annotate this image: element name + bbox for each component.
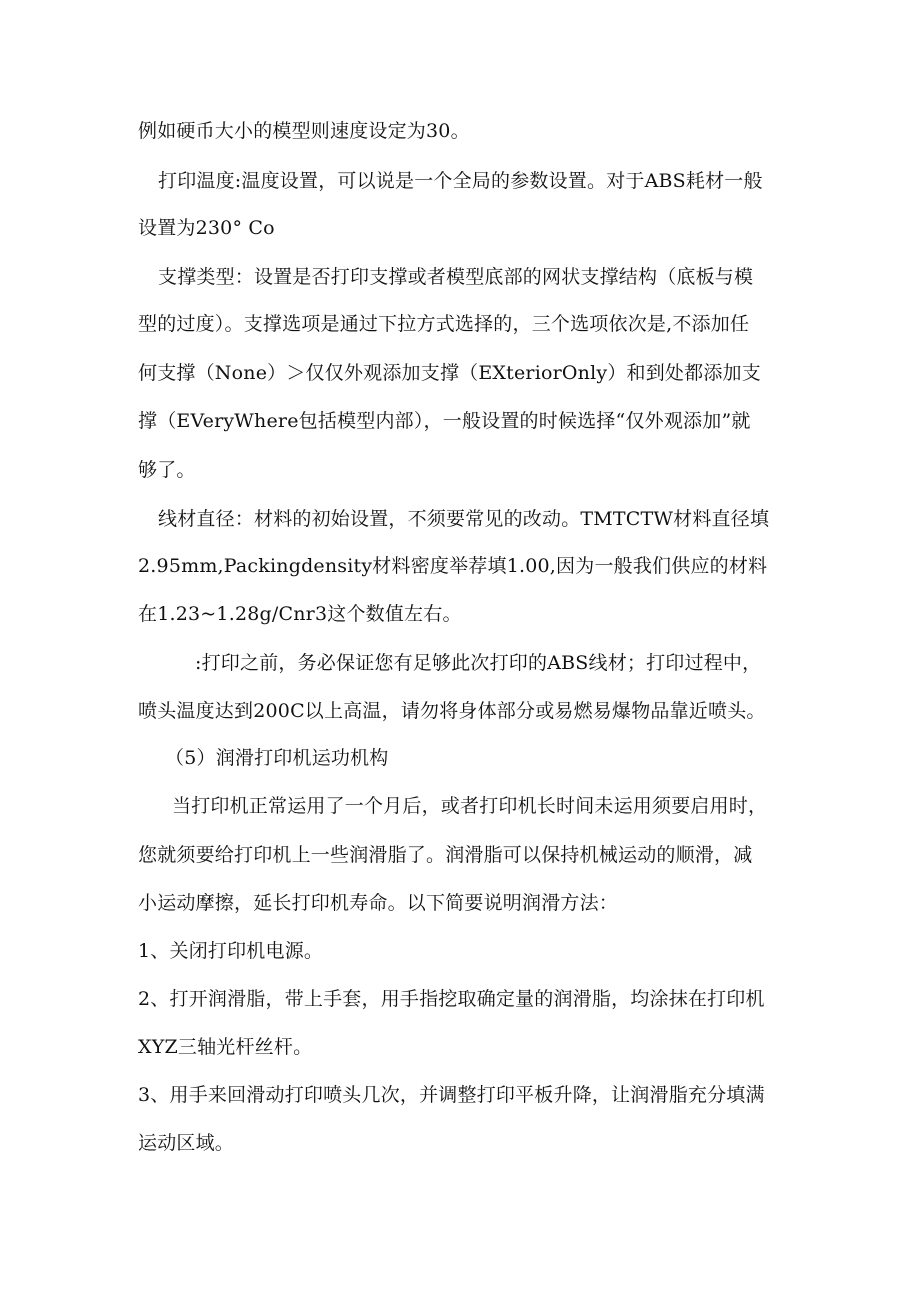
text-line: 2.95mm,Packingdensity材料密度举荐填1.00,因为一般我们供应的材料 [138, 555, 768, 577]
section-heading: （5）润滑打印机运功机构 [165, 747, 389, 769]
text-line: 支撑类型：设置是否打印支撑或者模型底部的网状支撑结构（底板与模 [158, 266, 754, 288]
text-line: 当打印机正常运用了一个月后，或者打印机长时间未运用须要启用时， [172, 795, 768, 817]
text-line: 例如硬币大小的模型则速度设定为30。 [138, 120, 470, 142]
text-line: 小运动摩擦，延长打印机寿命。以下简要说明润滑方法： [138, 892, 619, 914]
list-item: 1、关闭打印机电源。 [138, 940, 324, 962]
text-line: XYZ三轴光杆丝杆。 [138, 1036, 313, 1058]
text-line: 喷头温度达到200C以上高温，请勿将身体部分或易燃易爆物品靠近喷头。 [138, 700, 766, 722]
text-line: 够了。 [138, 459, 196, 481]
list-item: 2、打开润滑脂，带上手套，用手指挖取确定量的润滑脂，均涂抹在打印机 [138, 988, 765, 1010]
text-line: 在1.23~1.28g/Cnr3这个数值左右。 [138, 603, 462, 625]
text-line: 线材直径：材料的初始设置，不须要常见的改动。TMTCTW材料直径填 [158, 508, 770, 530]
text-line: 型的过度）。支撑选项是通过下拉方式选择的，三个选项依次是,不添加任 [138, 313, 750, 335]
text-line: 打印温度:温度设置，可以说是一个全局的参数设置。对于ABS耗材一般 [158, 170, 763, 192]
text-line: 撑（EVeryWhere包括模型内部），一般设置的时候选择“仅外观添加”就 [138, 410, 751, 432]
text-line: 运动区域。 [138, 1132, 235, 1154]
text-line: 何支撑（None）＞仅仅外观添加支撑（EXteriorOnly）和到处都添加支 [138, 362, 761, 384]
text-line: 您就须要给打印机上一些润滑脂了。润滑脂可以保持机械运动的顺滑，减 [138, 844, 753, 866]
list-item: 3、用手来回滑动打印喷头几次，并调整打印平板升降，让润滑脂充分填满 [138, 1084, 765, 1106]
text-line: :打印之前，务必保证您有足够此次打印的ABS线材；打印过程中， [195, 652, 762, 674]
text-line: 设置为230° Co [138, 217, 275, 239]
